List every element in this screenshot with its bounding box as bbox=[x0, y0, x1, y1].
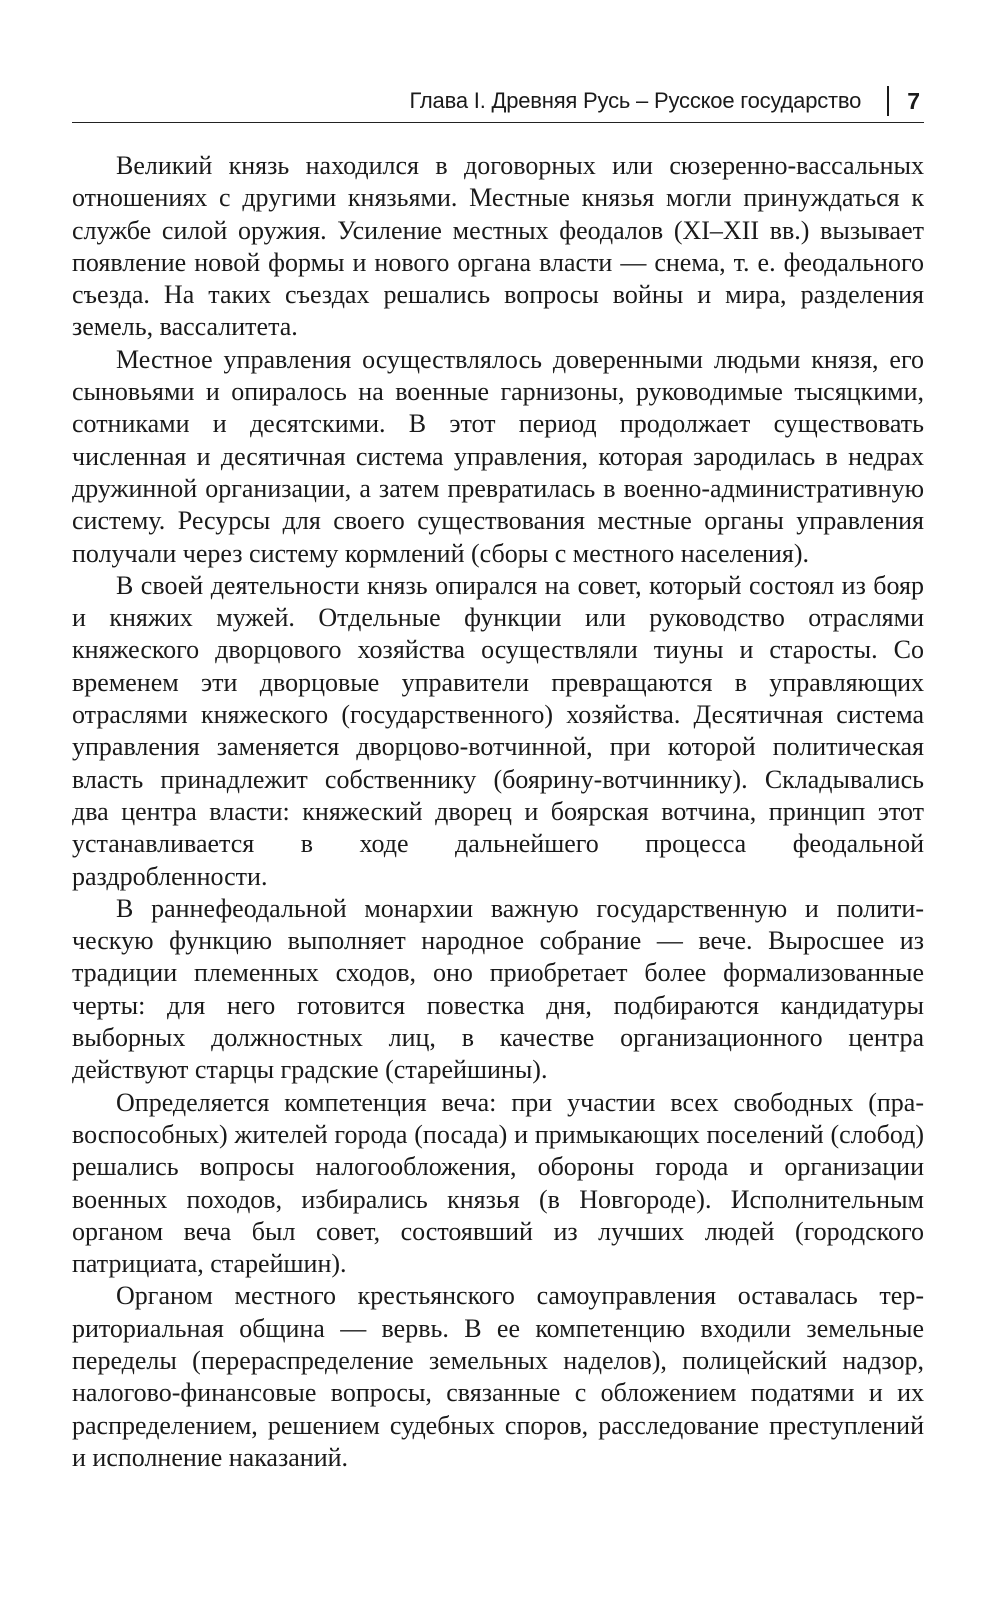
paragraph: Великий князь находился в договорных или сюзеренно-вассальных отношениях с другими князьями. Местные князья могли принуждаться к службе силой оружия. Усиление местных феодалов (XI–XII вв.) вызывает появление новой формы и нового органа власти — снема, т. е. феодального съезда. На таких съездах решались вопросы войны и мира, разделения земель, вассалитета. bbox=[72, 151, 924, 342]
running-header bbox=[72, 80, 924, 123]
header-separator bbox=[887, 86, 889, 116]
body-text bbox=[72, 150, 924, 1474]
paragraph: В раннефеодальной монархии важную государственную и политическую функцию выполняет народное собрание — вече. Выросшее из традиции племенных сходов, оно приобретает более формализованные черты: для него готовится повестка дня, подбираются кандидатуры выборных должностных лиц, в качестве организационного центра действуют старцы градские (старейшины). bbox=[72, 893, 924, 1085]
page-number: 7 bbox=[907, 87, 920, 114]
paragraph: Органом местного крестьянского самоуправления оставалась территориальная община — вервь. В ее компетенцию входили земельные переделы (перераспределение земельных наделов), полицейский надзор, налогово-финансовые вопросы, связанные с обложением податями и их распределением, решением судебных споров, расследование преступлений и исполнение наказаний. bbox=[72, 1281, 924, 1472]
chapter-title: Глава I. Древняя Русь – Русское государство bbox=[409, 88, 862, 113]
paragraph: В своей деятельности князь опирался на совет, который состоял из бояр и княжих мужей. Отдельные функции или руководство отраслями княжеского дворцового хозяйства осуществляли тиуны и старосты. Со временем эти дворцовые управители превращаются в управляющих отраслями княжеского (государственного) хозяйства. Десятичная система управления заменяется дворцово-вотчинной, при которой политическая власть принадлежит собственнику (боярину-вотчиннику). Складывались два центра власти: княжеский дворец и боярская вотчина, принцип этот устанавливается в ходе дальнейшего процесса феодальной раздробленности. bbox=[72, 570, 924, 891]
paragraph: Определяется компетенция веча: при участии всех свободных (правоспособных) жителей города (посада) и примыкающих поселений (слобод) решались вопросы налогообложения, обороны города и организации военных походов, избирались князья (в Новгороде). Исполнительным органом веча был совет, состоявший из лучших людей (городского патрициата, старейшин). bbox=[72, 1087, 924, 1279]
paragraph: Местное управления осуществлялось доверенными людьми князя, его сыновьями и опиралось на военные гарнизоны, руководимые тысяцкими, сотниками и десятскими. В этот период продолжает существовать численная и десятичная система управления, которая зародилась в недрах дружинной организации, а затем превратилась в военно-административную систему. Ресурсы для своего существования местные органы управления получали через систему кормлений (сборы с местного населения). bbox=[72, 344, 924, 568]
